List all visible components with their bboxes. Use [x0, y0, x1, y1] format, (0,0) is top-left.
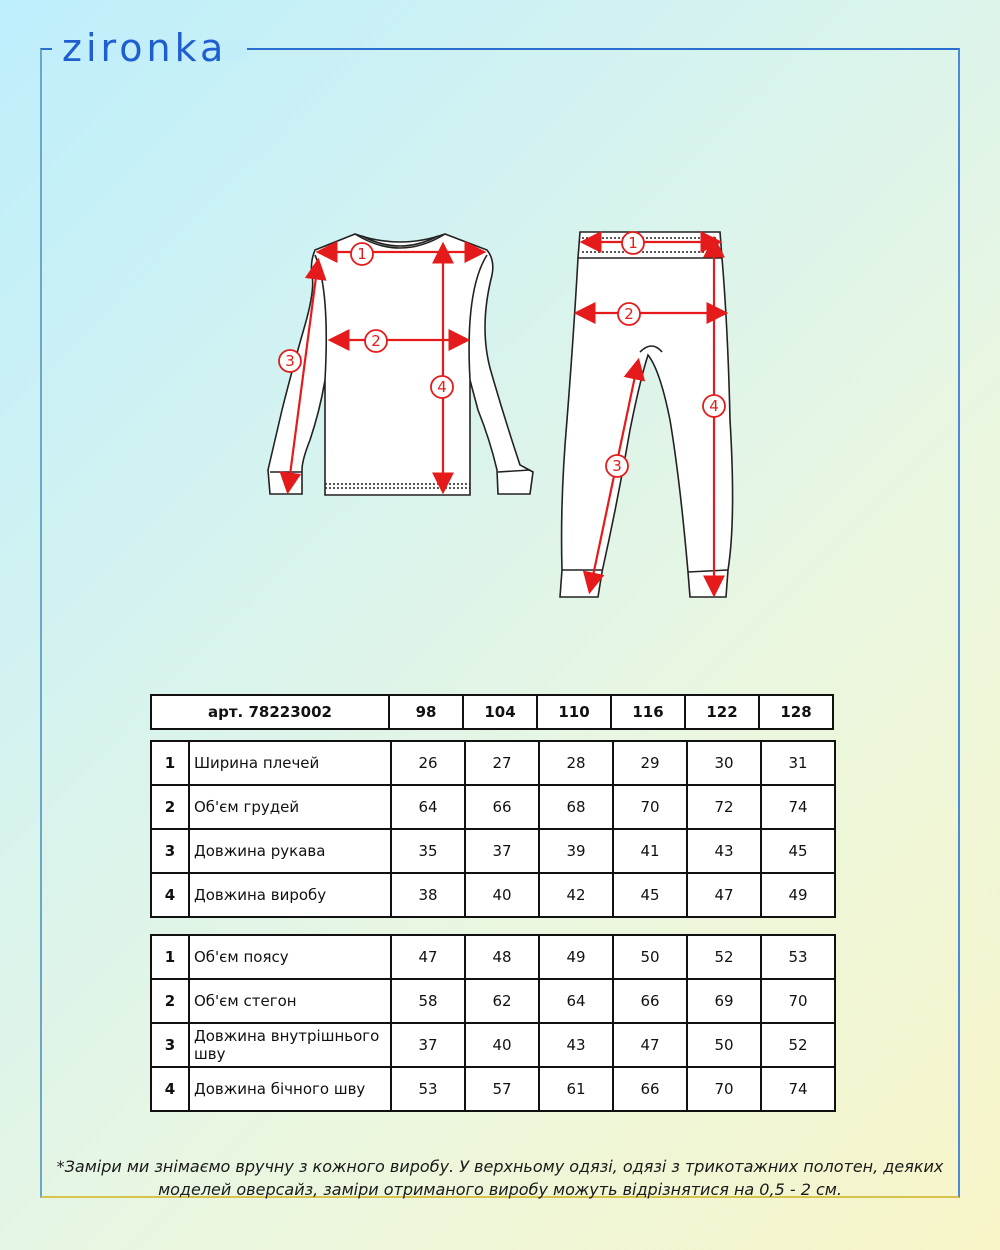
label-waist: 1: [628, 234, 638, 252]
label-inseam: 3: [612, 457, 622, 475]
table-row: [151, 785, 835, 829]
cell: 66: [465, 785, 539, 829]
cell: 53: [391, 1067, 465, 1111]
cell: 40: [465, 1023, 539, 1067]
row-number: 2: [151, 979, 189, 1023]
cell: 74: [761, 785, 835, 829]
table-row: [151, 741, 835, 785]
cell: 43: [687, 829, 761, 873]
cell: 45: [613, 873, 687, 917]
cell: 37: [465, 829, 539, 873]
row-number: 1: [151, 741, 189, 785]
cell: 38: [391, 873, 465, 917]
cell: 43: [539, 1023, 613, 1067]
row-number: 1: [151, 935, 189, 979]
table-row: [151, 829, 835, 873]
cell: 61: [539, 1067, 613, 1111]
size-col: 128: [759, 695, 833, 729]
row-number: 4: [151, 873, 189, 917]
cell: 72: [687, 785, 761, 829]
table-row: [151, 1023, 835, 1067]
row-label: Довжина виробу: [189, 873, 391, 917]
size-col: 98: [389, 695, 463, 729]
table-row: [151, 873, 835, 917]
cell: 66: [613, 979, 687, 1023]
pants-size-table: [150, 934, 836, 1112]
article-number: арт. 78223002: [151, 695, 389, 729]
size-col: 122: [685, 695, 759, 729]
cell: 35: [391, 829, 465, 873]
cell: 50: [613, 935, 687, 979]
row-label: Довжина внутрішнього шву: [189, 1023, 391, 1067]
cell: 70: [613, 785, 687, 829]
cell: 30: [687, 741, 761, 785]
cell: 47: [687, 873, 761, 917]
cell: 29: [613, 741, 687, 785]
cell: 28: [539, 741, 613, 785]
row-label: Об'єм поясу: [189, 935, 391, 979]
size-col: 110: [537, 695, 611, 729]
cell: 64: [539, 979, 613, 1023]
cell: 69: [687, 979, 761, 1023]
row-label: Об'єм стегон: [189, 979, 391, 1023]
size-col: 116: [611, 695, 685, 729]
cell: 48: [465, 935, 539, 979]
cell: 27: [465, 741, 539, 785]
sweatshirt-size-table: [150, 740, 836, 918]
cell: 42: [539, 873, 613, 917]
cell: 52: [761, 1023, 835, 1067]
cell: 49: [761, 873, 835, 917]
cell: 70: [761, 979, 835, 1023]
cell: 26: [391, 741, 465, 785]
cell: 31: [761, 741, 835, 785]
table-row: [151, 1067, 835, 1111]
size-col: 104: [463, 695, 537, 729]
cell: 53: [761, 935, 835, 979]
garment-diagram: [260, 220, 760, 610]
row-label: Ширина плечей: [189, 741, 391, 785]
cell: 39: [539, 829, 613, 873]
row-number: 3: [151, 1023, 189, 1067]
cell: 49: [539, 935, 613, 979]
cell: 62: [465, 979, 539, 1023]
cell: 45: [761, 829, 835, 873]
label-length: 4: [437, 378, 447, 396]
cell: 47: [613, 1023, 687, 1067]
cell: 47: [391, 935, 465, 979]
row-label: Довжина бічного шву: [189, 1067, 391, 1111]
cell: 57: [465, 1067, 539, 1111]
cell: 50: [687, 1023, 761, 1067]
cell: 41: [613, 829, 687, 873]
cell: 58: [391, 979, 465, 1023]
label-shoulder: 1: [357, 245, 367, 263]
row-number: 2: [151, 785, 189, 829]
table-row: [151, 979, 835, 1023]
label-sleeve: 3: [285, 352, 295, 370]
cell: 52: [687, 935, 761, 979]
cell: 37: [391, 1023, 465, 1067]
cell: 74: [761, 1067, 835, 1111]
brand-logo: zironka: [62, 26, 228, 70]
row-number: 4: [151, 1067, 189, 1111]
cell: 68: [539, 785, 613, 829]
size-header-table: [150, 694, 834, 730]
cell: 64: [391, 785, 465, 829]
label-hips: 2: [624, 305, 634, 323]
footnote: *Заміри ми знімаємо вручну з кожного виробу. У верхньому одязі, одязі з трикотажних полотен, деяких моделей оверсайз, заміри отриманого виробу можуть відрізнятися на 0,5 - 2 см.: [56, 1157, 944, 1199]
row-number: 3: [151, 829, 189, 873]
row-label: Об'єм грудей: [189, 785, 391, 829]
label-chest: 2: [371, 332, 381, 350]
table-row: [151, 935, 835, 979]
cell: 70: [687, 1067, 761, 1111]
sweatshirt-outline: [268, 234, 533, 495]
cell: 40: [465, 873, 539, 917]
label-side-seam: 4: [709, 397, 719, 415]
cell: 66: [613, 1067, 687, 1111]
row-label: Довжина рукава: [189, 829, 391, 873]
